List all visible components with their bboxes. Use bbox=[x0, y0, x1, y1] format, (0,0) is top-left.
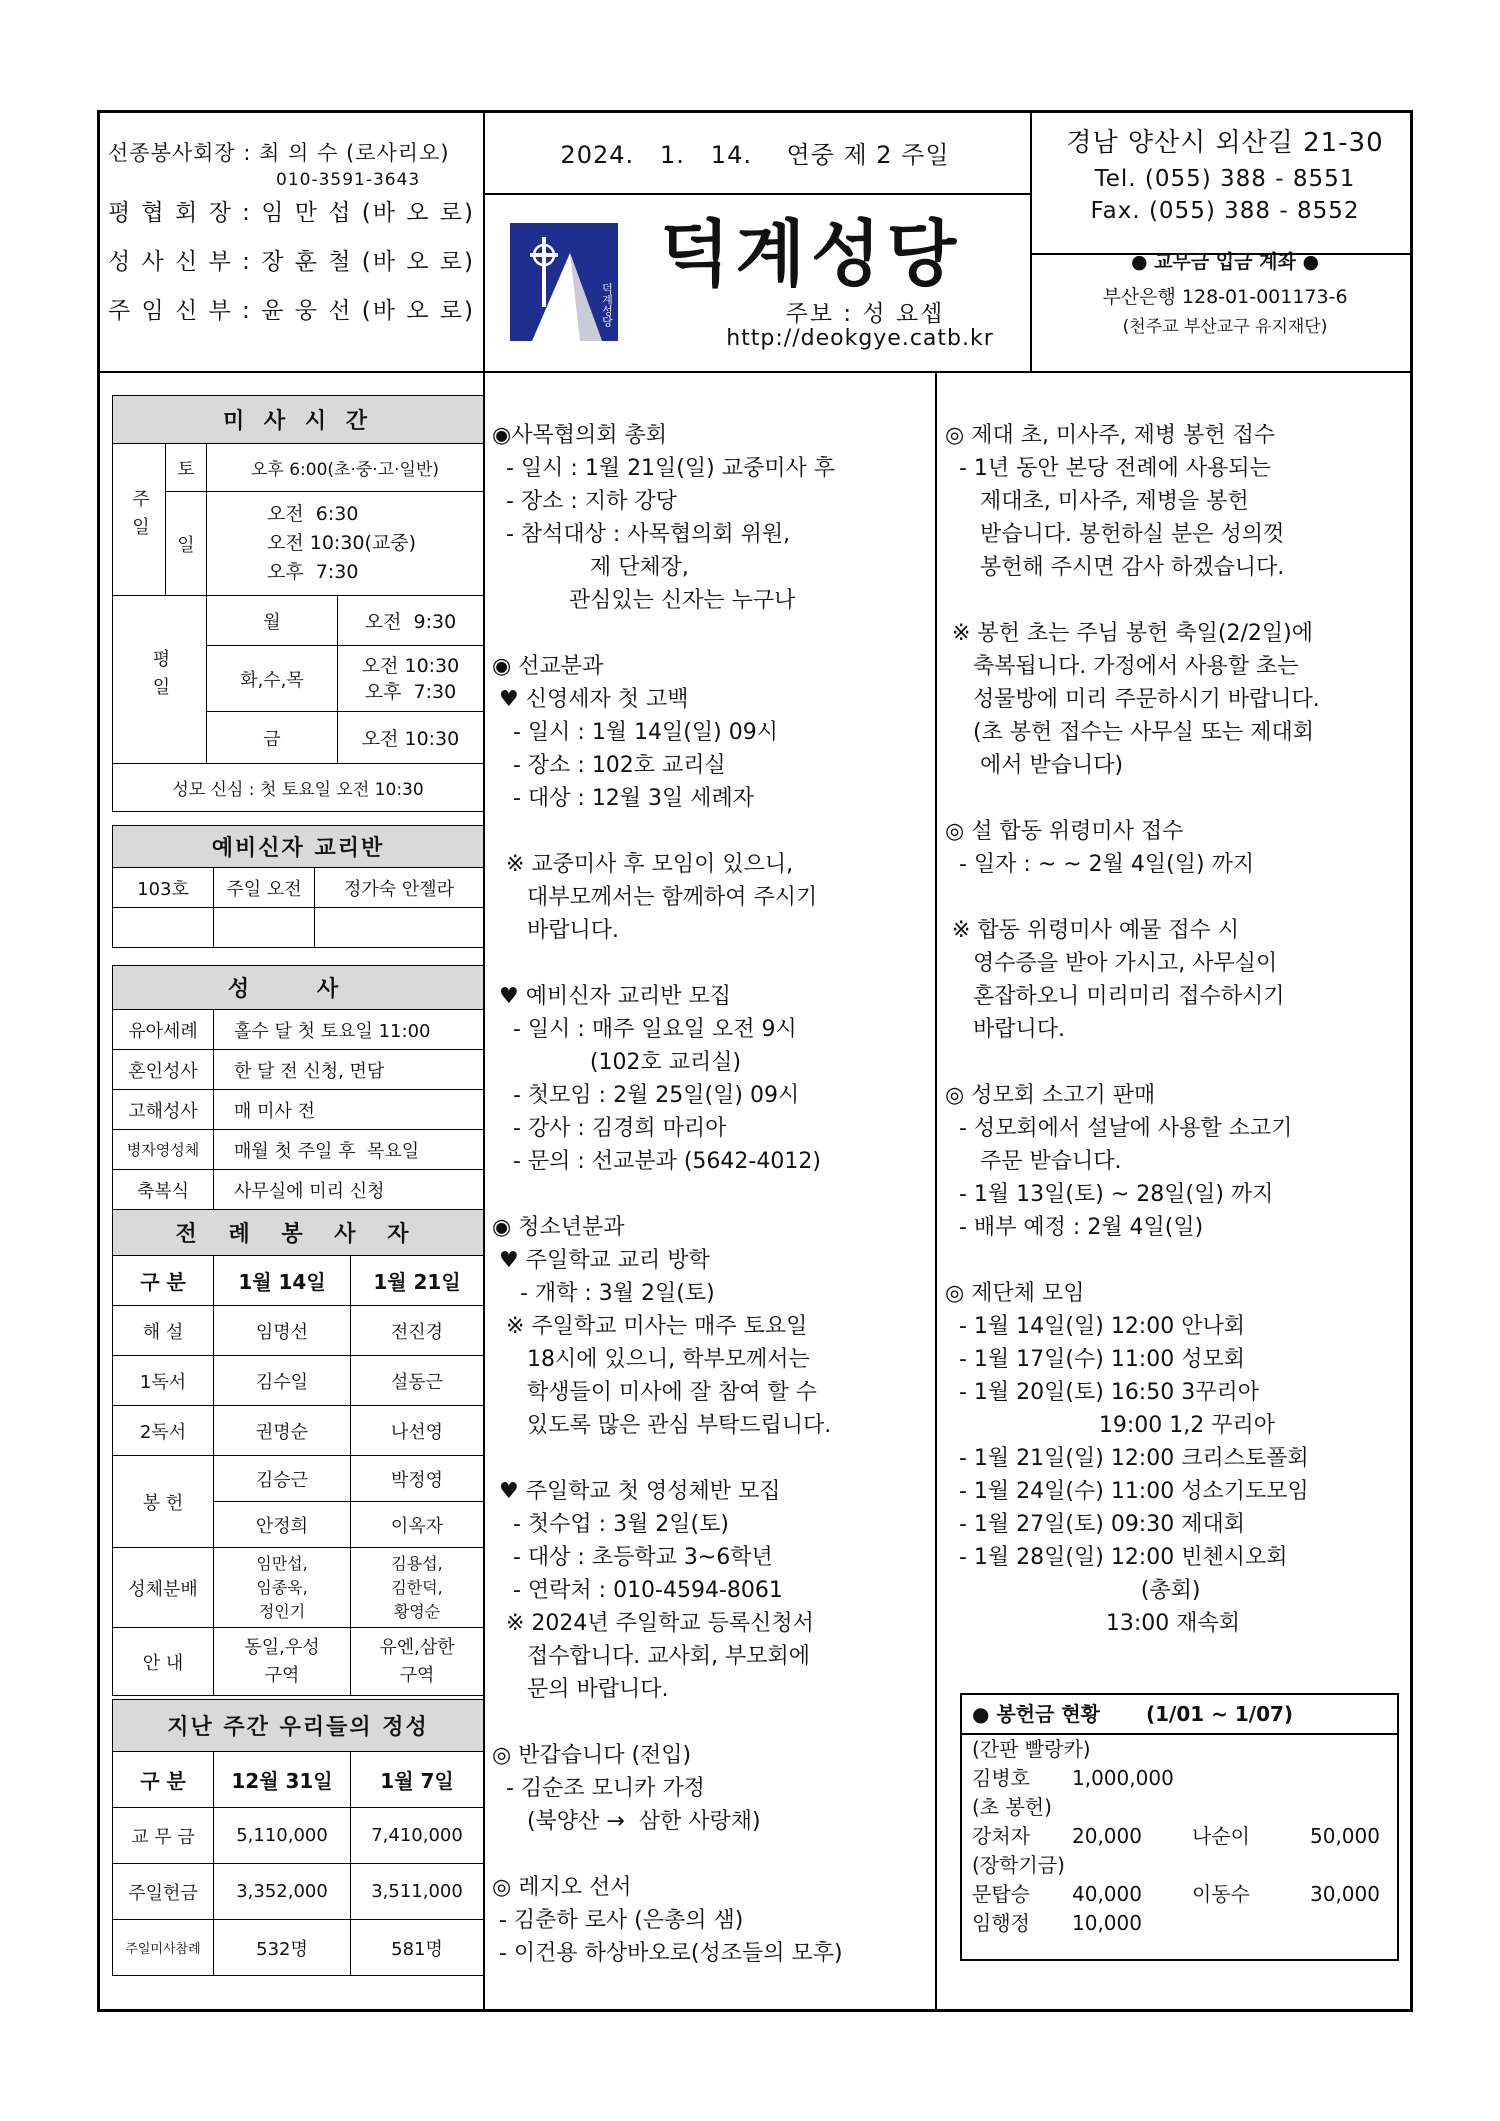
announcement-line: - 일시 : 1월 14일(일) 09시 bbox=[492, 720, 778, 745]
donation-entry: 문탑승 40,000 이동수 30,000 bbox=[972, 1882, 1380, 1906]
account-title: ● 교무금 입금 계좌 ● bbox=[1130, 251, 1320, 273]
catechumen-title: 예비신자 교리반 bbox=[113, 826, 484, 868]
fax: Fax. (055) 388 - 8552 bbox=[1090, 198, 1360, 224]
spacer bbox=[945, 1244, 1410, 1277]
announcement-line: ※ 2024년 주일학교 등록신청서 bbox=[492, 1611, 814, 1636]
announcement-line: - 1월 20일(토) 16:50 3꾸리아 bbox=[945, 1380, 1259, 1405]
offering-amount: 7,410,000 bbox=[351, 1808, 484, 1864]
spacer bbox=[492, 947, 932, 980]
offerings-header: 구 분 bbox=[113, 1752, 214, 1808]
address: 경남 양산시 외산길 21-30 bbox=[1066, 128, 1384, 158]
announcement-line: - 첫수업 : 3월 2일(토) bbox=[492, 1512, 729, 1537]
catechumen-teacher: 정가숙 안젤라 bbox=[315, 868, 484, 908]
offerings-title: 지난 주간 우리들의 정성 bbox=[113, 1700, 484, 1752]
offering-category: 주일미사참례 bbox=[113, 1920, 214, 1976]
spacer bbox=[492, 1178, 932, 1211]
role-label: 2독서 bbox=[113, 1406, 214, 1456]
offering-amount: 532명 bbox=[214, 1920, 351, 1976]
offering-category: 교 무 금 bbox=[113, 1808, 214, 1864]
announcement-line: 봉헌해 주시면 감사 하겠습니다. bbox=[945, 555, 1285, 580]
announcement-line: ◎ 레지오 선서 bbox=[492, 1875, 632, 1900]
volunteer: 임명선 bbox=[214, 1306, 351, 1356]
church-logo bbox=[510, 223, 618, 341]
catechumen-room: 103호 bbox=[113, 868, 214, 908]
announcement-line: 관심있는 신자는 누구나 bbox=[492, 588, 796, 613]
bulletin-frame bbox=[97, 110, 1413, 2012]
weekday-fri: 금 bbox=[207, 712, 338, 764]
announcement-line: (북양산 → 삼한 사랑채) bbox=[492, 1809, 761, 1834]
donation-section-label: (장학기금) bbox=[972, 1853, 1065, 1877]
announcement-line: - 첫모임 : 2월 25일(일) 09시 bbox=[492, 1083, 800, 1108]
announcement-line: 축복됩니다. 가정에서 사용할 초는 bbox=[945, 654, 1299, 679]
clergy-phone: 010-3591-3643 bbox=[276, 170, 421, 190]
empty-cell bbox=[315, 908, 484, 948]
offering-amount: 5,110,000 bbox=[214, 1808, 351, 1864]
role-label: 성체분배 bbox=[113, 1548, 214, 1628]
sacrament-detail: 홀수 달 첫 토요일 11:00 bbox=[214, 1010, 484, 1050]
offering-amount: 3,511,000 bbox=[351, 1864, 484, 1920]
announcement-line: ♥ 신영세자 첫 고백 bbox=[492, 687, 689, 712]
mass-times-title: 미 사 시 간 bbox=[113, 396, 484, 444]
announcement-line: ◎ 성모회 소고기 판매 bbox=[945, 1083, 1156, 1108]
announcement-line: 영수증을 받아 가시고, 사무실이 bbox=[945, 951, 1278, 976]
weekday-tue-wed-thu: 화,수,목 bbox=[207, 646, 338, 712]
announcement-line: 혼잡하오니 미리미리 접수하시기 bbox=[945, 984, 1285, 1009]
announcement-line: 19:00 1,2 꾸리아 bbox=[945, 1413, 1275, 1438]
catechumen-time: 주일 오전 bbox=[214, 868, 315, 908]
announcement-line: - 이건용 하상바오로(성조들의 모후) bbox=[492, 1941, 843, 1966]
spacer bbox=[492, 815, 932, 848]
sacrament-name: 고해성사 bbox=[113, 1090, 214, 1130]
volunteer-list: 동일,우성 구역 bbox=[214, 1628, 351, 1696]
weekday-fri-time: 오전 10:30 bbox=[338, 712, 484, 764]
announcement-line: - 문의 : 선교분과 (5642-4012) bbox=[492, 1149, 821, 1174]
website-url[interactable]: http://deokgye.catb.kr bbox=[726, 326, 994, 351]
announcement-line: - 일시 : 1월 21일(일) 교중미사 후 bbox=[492, 456, 835, 481]
volunteer-list: 김용섭, 김한덕, 황영순 bbox=[351, 1548, 484, 1628]
clergy-list bbox=[108, 135, 488, 336]
announcement-line: - 1월 24일(수) 11:00 성소기도모임 bbox=[945, 1479, 1309, 1504]
announcement-line: 문의 바랍니다. bbox=[492, 1677, 669, 1702]
announcement-line: - 김춘하 로사 (은총의 샘) bbox=[492, 1908, 744, 1933]
announcement-line: 접수합니다. 교사회, 부모회에 bbox=[492, 1644, 810, 1669]
announcements-right bbox=[945, 419, 1410, 1640]
announcement-line: - 참석대상 : 사목협의회 위원, bbox=[492, 522, 791, 547]
sacrament-name: 유아세례 bbox=[113, 1010, 214, 1050]
role-label: 봉 헌 bbox=[113, 1456, 214, 1548]
patron-saint: 주보 : 성 요셉 bbox=[785, 301, 945, 327]
volunteer: 안정희 bbox=[214, 1502, 351, 1548]
announcements-middle bbox=[492, 419, 932, 1970]
announcement-line: - 강사 : 김경희 마리아 bbox=[492, 1116, 727, 1141]
announcement-line: 18시에 있으니, 학부모께서는 bbox=[492, 1347, 810, 1372]
clergy-row: 평 협 회 장 : 임 만 섭 (바 오 로) bbox=[108, 200, 475, 226]
announcement-line: - 김순조 모니카 가정 bbox=[492, 1776, 705, 1801]
role-label: 해 설 bbox=[113, 1306, 214, 1356]
spacer bbox=[492, 617, 932, 650]
announcement-line: - 1년 동안 본당 전례에 사용되는 bbox=[945, 456, 1271, 481]
announcement-line: ◎ 제대 초, 미사주, 제병 봉헌 접수 bbox=[945, 423, 1276, 448]
offerings-header: 12월 31일 bbox=[214, 1752, 351, 1808]
announcement-line: ◉사목협의회 총회 bbox=[492, 423, 667, 448]
liturgy-header: 1월 14일 bbox=[214, 1256, 351, 1306]
volunteer: 김수일 bbox=[214, 1356, 351, 1406]
announcement-line: ※ 주일학교 미사는 매주 토요일 bbox=[492, 1314, 808, 1339]
announcement-line: ※ 봉헌 초는 주님 봉헌 축일(2/2일)에 bbox=[945, 621, 1313, 646]
foundation-name: (천주교 부산교구 유지재단) bbox=[1122, 317, 1328, 337]
announcement-line: - 1월 27일(토) 09:30 제대회 bbox=[945, 1512, 1245, 1537]
announcement-line: - 개학 : 3월 2일(토) bbox=[492, 1281, 715, 1306]
announcement-line: - 장소 : 지하 강당 bbox=[492, 489, 677, 514]
liturgy-title: 전 례 봉 사 자 bbox=[113, 1210, 484, 1256]
announcement-line: ◉ 청소년분과 bbox=[492, 1215, 625, 1240]
date-line: 2024. 1. 14. 연중 제 2 주일 bbox=[560, 141, 950, 169]
announcement-line: - 장소 : 102호 교리실 bbox=[492, 753, 726, 778]
announcement-line: ♥ 예비신자 교리반 모집 bbox=[492, 984, 731, 1009]
volunteer: 전진경 bbox=[351, 1306, 484, 1356]
spacer bbox=[945, 584, 1410, 617]
liturgy-volunteers-table bbox=[112, 1209, 484, 1696]
sat-time: 오후 6:00(초·중·고·일반) bbox=[207, 444, 484, 492]
sacrament-name: 병자영성체 bbox=[113, 1130, 214, 1170]
announcement-line: ◎ 제단체 모임 bbox=[945, 1281, 1085, 1306]
announcement-line: ※ 합동 위령미사 예물 접수 시 bbox=[945, 918, 1240, 943]
announcement-line: - 1월 14일(일) 12:00 안나회 bbox=[945, 1314, 1245, 1339]
empty-cell bbox=[113, 908, 214, 948]
announcement-line: 에서 받습니다) bbox=[945, 753, 1124, 778]
weekday-tue-time: 오전 10:30 오후 7:30 bbox=[338, 646, 484, 712]
announcement-line: ♥ 주일학교 첫 영성체반 모집 bbox=[492, 1479, 781, 1504]
sacrament-detail: 매 미사 전 bbox=[214, 1090, 484, 1130]
logo-text: 덕계성당 bbox=[600, 283, 614, 327]
empty-cell bbox=[214, 908, 315, 948]
announcement-line: (102호 교리실) bbox=[492, 1050, 742, 1075]
role-label: 안 내 bbox=[113, 1628, 214, 1696]
offerings-header: 1월 7일 bbox=[351, 1752, 484, 1808]
offerings-table bbox=[112, 1699, 484, 1976]
sat-label: 토 bbox=[166, 444, 207, 492]
catechumen-table bbox=[112, 825, 484, 948]
spacer bbox=[492, 1442, 932, 1475]
sun-label: 일 bbox=[166, 492, 207, 596]
sacraments-table bbox=[112, 965, 484, 1210]
announcement-line: 성물방에 미리 주문하시기 바랍니다. bbox=[945, 687, 1320, 712]
announcement-line: 13:00 재속회 bbox=[945, 1611, 1240, 1636]
volunteer: 나선영 bbox=[351, 1406, 484, 1456]
announcement-line: 학생들이 미사에 잘 참여 할 수 bbox=[492, 1380, 817, 1405]
sacrament-detail: 한 달 전 신청, 면담 bbox=[214, 1050, 484, 1090]
announcement-line: 대부모께서는 함께하여 주시기 bbox=[492, 885, 818, 910]
volunteer-list: 유엔,삼한 구역 bbox=[351, 1628, 484, 1696]
header-bottom-rule bbox=[100, 371, 1413, 373]
volunteer: 설동근 bbox=[351, 1356, 484, 1406]
spacer bbox=[492, 1838, 932, 1871]
sun-times: 오전 6:30 오전 10:30(교중) 오후 7:30 bbox=[207, 492, 484, 596]
volunteer: 이옥자 bbox=[351, 1502, 484, 1548]
offering-category: 주일헌금 bbox=[113, 1864, 214, 1920]
announcement-line: - 1월 28일(일) 12:00 빈첸시오회 bbox=[945, 1545, 1288, 1570]
announcement-line: - 대상 : 초등학교 3~6학년 bbox=[492, 1545, 773, 1570]
announcement-line: ※ 교중미사 후 모임이 있으니, bbox=[492, 852, 794, 877]
sacrament-detail: 매월 첫 주일 후 목요일 bbox=[214, 1130, 484, 1170]
church-name: 덕계성당 bbox=[660, 211, 963, 296]
announcement-line: (초 봉헌 접수는 사무실 또는 제대회 bbox=[945, 720, 1315, 745]
spacer bbox=[945, 881, 1410, 914]
announcement-line: 제대초, 미사주, 제병을 봉헌 bbox=[945, 489, 1249, 514]
role-label: 1독서 bbox=[113, 1356, 214, 1406]
volunteer: 김승근 bbox=[214, 1456, 351, 1502]
sacrament-name: 혼인성사 bbox=[113, 1050, 214, 1090]
donation-section-label: (초 봉헌) bbox=[972, 1795, 1052, 1819]
sacraments-title: 성 사 bbox=[113, 966, 484, 1010]
liturgy-header: 1월 21일 bbox=[351, 1256, 484, 1306]
sacrament-name: 축복식 bbox=[113, 1170, 214, 1210]
announcement-line: - 1월 13일(토) ~ 28일(일) 까지 bbox=[945, 1182, 1274, 1207]
donation-entry: 김병호 1,000,000 bbox=[972, 1766, 1174, 1790]
liturgy-header: 구 분 bbox=[113, 1256, 214, 1306]
mass-times-table bbox=[112, 395, 484, 812]
announcement-line: ◎ 설 합동 위령미사 접수 bbox=[945, 819, 1184, 844]
announcement-line: ◎ 반갑습니다 (전입) bbox=[492, 1743, 692, 1768]
announcement-line: - 일자 : ~ ~ 2월 4일(일) 까지 bbox=[945, 852, 1255, 877]
announcement-line: - 1월 17일(수) 11:00 성모회 bbox=[945, 1347, 1245, 1372]
volunteer: 권명순 bbox=[214, 1406, 351, 1456]
weekday-mon: 월 bbox=[207, 596, 338, 646]
announcement-line: - 1월 21일(일) 12:00 크리스토폴회 bbox=[945, 1446, 1309, 1471]
date-divider bbox=[483, 193, 1030, 195]
telephone: Tel. (055) 388 - 8551 bbox=[1094, 166, 1356, 192]
column-divider-2 bbox=[935, 371, 937, 2012]
clergy-row: 성 사 신 부 : 장 훈 철 (바 오 로) bbox=[108, 249, 475, 275]
donation-section-label: (간판 빨랑카) bbox=[972, 1737, 1091, 1761]
sacrament-detail: 사무실에 미리 신청 bbox=[214, 1170, 484, 1210]
announcement-line: - 성모회에서 설날에 사용할 소고기 bbox=[945, 1116, 1293, 1141]
offering-amount: 3,352,000 bbox=[214, 1864, 351, 1920]
spacer bbox=[945, 782, 1410, 815]
volunteer: 박정영 bbox=[351, 1456, 484, 1502]
announcement-line: ♥ 주일학교 교리 방학 bbox=[492, 1248, 710, 1273]
announcement-line: ◉ 선교분과 bbox=[492, 654, 604, 679]
volunteer-list: 임만섭, 임종욱, 정인기 bbox=[214, 1548, 351, 1628]
announcement-line: - 배부 예정 : 2월 4일(일) bbox=[945, 1215, 1204, 1240]
donation-status-box bbox=[960, 1693, 1399, 1961]
donation-entry: 임행정 10,000 bbox=[972, 1911, 1142, 1935]
offering-amount: 581명 bbox=[351, 1920, 484, 1976]
clergy-row: 선종봉사회장 : 최 의 수 (로사리오) bbox=[108, 141, 450, 165]
marian-devotion-note: 성모 신심 : 첫 토요일 오전 10:30 bbox=[113, 764, 484, 812]
weekday-mon-time: 오전 9:30 bbox=[338, 596, 484, 646]
announcement-line: 바랍니다. bbox=[945, 1017, 1065, 1042]
donation-status-title: ● 봉헌금 현황 (1/01 ~ 1/07) bbox=[962, 1695, 1397, 1735]
contact-info bbox=[1035, 123, 1415, 341]
announcement-line: - 연락처 : 010-4594-8061 bbox=[492, 1578, 783, 1603]
sunday-label: 주일 bbox=[113, 444, 166, 596]
announcement-line: 주문 받습니다. bbox=[945, 1149, 1122, 1174]
announcement-line: 있도록 많은 관심 부탁드립니다. bbox=[492, 1413, 832, 1438]
donation-entry: 강처자 20,000 나순이 50,000 bbox=[972, 1824, 1380, 1848]
announcement-line: 받습니다. 봉헌하실 분은 성의껏 bbox=[945, 522, 1285, 547]
announcement-line: (총회) bbox=[945, 1578, 1201, 1603]
clergy-row: 주 임 신 부 : 윤 웅 선 (바 오 로) bbox=[108, 298, 475, 324]
bank-account: 부산은행 128-01-001173-6 bbox=[1102, 286, 1348, 308]
announcement-line: 제 단체장, bbox=[492, 555, 689, 580]
announcement-line: 바랍니다. bbox=[492, 918, 619, 943]
weekday-label: 평일 bbox=[113, 596, 207, 764]
announcement-line: - 대상 : 12월 3일 세례자 bbox=[492, 786, 755, 811]
spacer bbox=[945, 1046, 1410, 1079]
announcement-line: - 일시 : 매주 일요일 오전 9시 bbox=[492, 1017, 797, 1042]
spacer bbox=[492, 1706, 932, 1739]
